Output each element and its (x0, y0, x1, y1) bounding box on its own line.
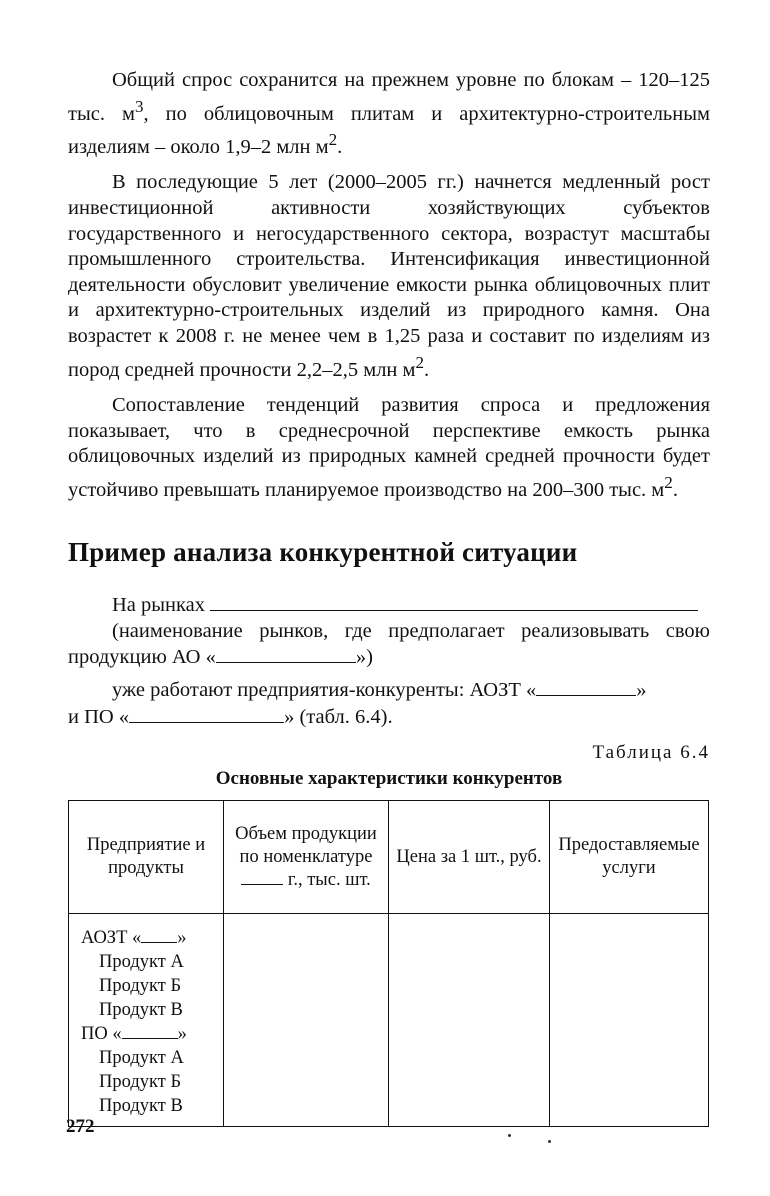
header-volume: Объем продукции по номенклатуре г., тыс. шт. (224, 801, 389, 914)
form-line-description: (наименование рынков, где предполагает реализовывать свою продукцию АО « ») (68, 619, 710, 669)
section-heading: Пример анализа конкурентной ситуации (68, 537, 578, 568)
table-body-row (69, 914, 709, 1127)
list-item: ПО « » (81, 1024, 187, 1045)
table-caption: Основные характеристики конкурентов (215, 768, 563, 790)
list-item: Продукт В (99, 1000, 183, 1021)
list-item: Продукт А (99, 1048, 184, 1069)
speck (548, 1140, 551, 1143)
list-item: Продукт В (99, 1096, 183, 1117)
competitors-table (68, 800, 709, 1127)
paragraph-2: В последующие 5 лет (2000–2005 гг.) начнется медленный рост инвестиционной активности хозяйствующих субъектов государственного и негосударственного сектора, возрастут масштабы промышленного строительства. Интенсификация инвестиционной деятельности обусловит увеличение емкости рынка облицовочных плит и архитектурно-строительных изделий из природного камня. Она возрастет к 2008 г. не менее чем в 1,25 раза и составит по изделиям из пород средней прочности 2,2–2,5 млн $м^2$. (68, 171, 710, 381)
list-item: Продукт Б (99, 1072, 182, 1093)
page-content (68, 68, 710, 1127)
markets-blank (210, 592, 698, 611)
price-cell (389, 914, 550, 1127)
speck (508, 1134, 511, 1137)
table-header-row (69, 801, 709, 914)
form-line-competitors: уже работают предприятия-конкуренты: АОЗТ « » (112, 679, 647, 701)
services-cell (550, 914, 709, 1127)
volume-cell (224, 914, 389, 1127)
form-line-markets: На рынках (68, 592, 710, 619)
po-blank (129, 704, 284, 723)
aozt-blank (536, 677, 636, 696)
company-blank (216, 644, 356, 663)
paragraph-1: Общий спрос сохранится на прежнем уровне по блокам – 120–125 тыс. $м^3$, по облицовочным плитам и архитектурно-строительным изделиям – около 1,9–2 млн $м^2$. (68, 69, 710, 158)
enterprise-list (69, 914, 224, 1127)
header-services: Предоставляемые услуги (550, 801, 709, 914)
page-number: 272 (66, 1116, 95, 1137)
header-enterprise: Предприятие и продукты (69, 801, 224, 914)
list-item: Продукт Б (99, 976, 182, 997)
form-line-po: и ПО « » (табл. 6.4). (68, 705, 393, 728)
list-item: АОЗТ « » (81, 928, 187, 949)
table-number: Таблица 6.4 (592, 742, 710, 764)
year-blank (241, 870, 283, 885)
paragraph-3: Сопоставление тенденций развития спроса и предложения показывает, что в среднесрочной перспективе емкость рынка облицовочных изделий из природных камней средней прочности будет устойчиво превышать планируемое производство на 200–300 тыс. $м^2$. (68, 394, 710, 501)
header-price: Цена за 1 шт., руб. (389, 801, 550, 914)
list-item: Продукт А (99, 952, 184, 973)
